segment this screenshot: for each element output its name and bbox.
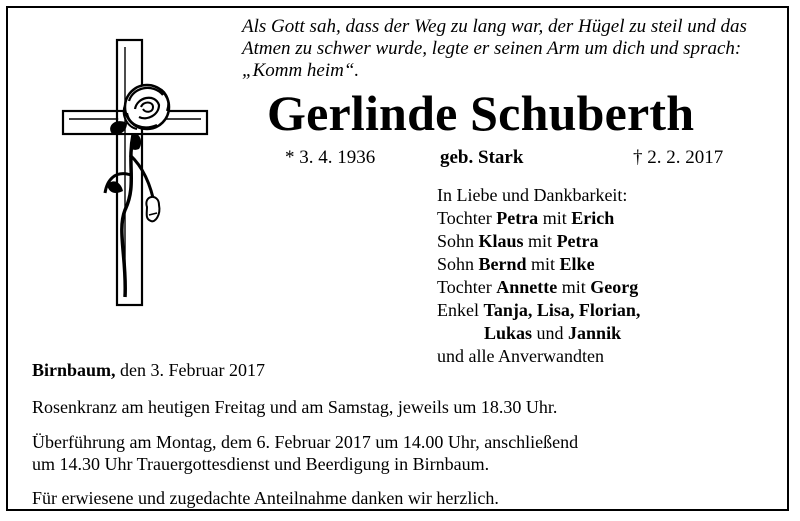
thanks-line: Für erwiesene und zugedachte Anteilnahme danken wir herzlich. <box>32 488 499 508</box>
death-date: † 2. 2. 2017 <box>633 147 724 168</box>
quote-line: Atmen zu schwer wurde, legte er seinen Arm um dich und sprach: <box>242 38 742 59</box>
cross-with-rose-icon <box>55 35 215 315</box>
family-row: Tochter Annette mit Georg <box>437 277 639 297</box>
family-others: und alle Anverwandten <box>437 346 604 366</box>
family-list <box>437 184 640 368</box>
grandchildren-row: Enkel Tanja, Lisa, Florian, <box>437 300 641 320</box>
quote-line: Als Gott sah, dass der Weg zu lang war, der Hügel zu steil und das <box>242 16 747 37</box>
family-row: Sohn Klaus mit Petra <box>437 231 599 251</box>
rosary-info: Rosenkranz am heutigen Freitag und am Samstag, jeweils um 18.30 Uhr. <box>32 397 558 417</box>
deceased-name: Gerlinde Schuberth <box>267 85 695 141</box>
quote-line: „Komm heim“. <box>242 60 360 81</box>
maiden-name: geb. Stark <box>440 147 524 168</box>
place-date: Birnbaum, den 3. Februar 2017 <box>32 360 265 380</box>
family-row: Tochter Petra mit Erich <box>437 208 615 228</box>
transfer-info-line: Überführung am Montag, dem 6. Februar 2017 um 14.00 Uhr, anschließend <box>32 432 579 452</box>
family-intro: In Liebe und Dankbarkeit: <box>437 185 628 205</box>
birth-date: * 3. 4. 1936 <box>285 147 376 168</box>
quote <box>242 16 787 82</box>
transfer-info-line: um 14.30 Uhr Trauergottesdienst und Beerdigung in Birnbaum. <box>32 454 490 474</box>
grandchildren-row: Lukas und Jannik <box>484 323 622 343</box>
family-row: Sohn Bernd mit Elke <box>437 254 595 274</box>
